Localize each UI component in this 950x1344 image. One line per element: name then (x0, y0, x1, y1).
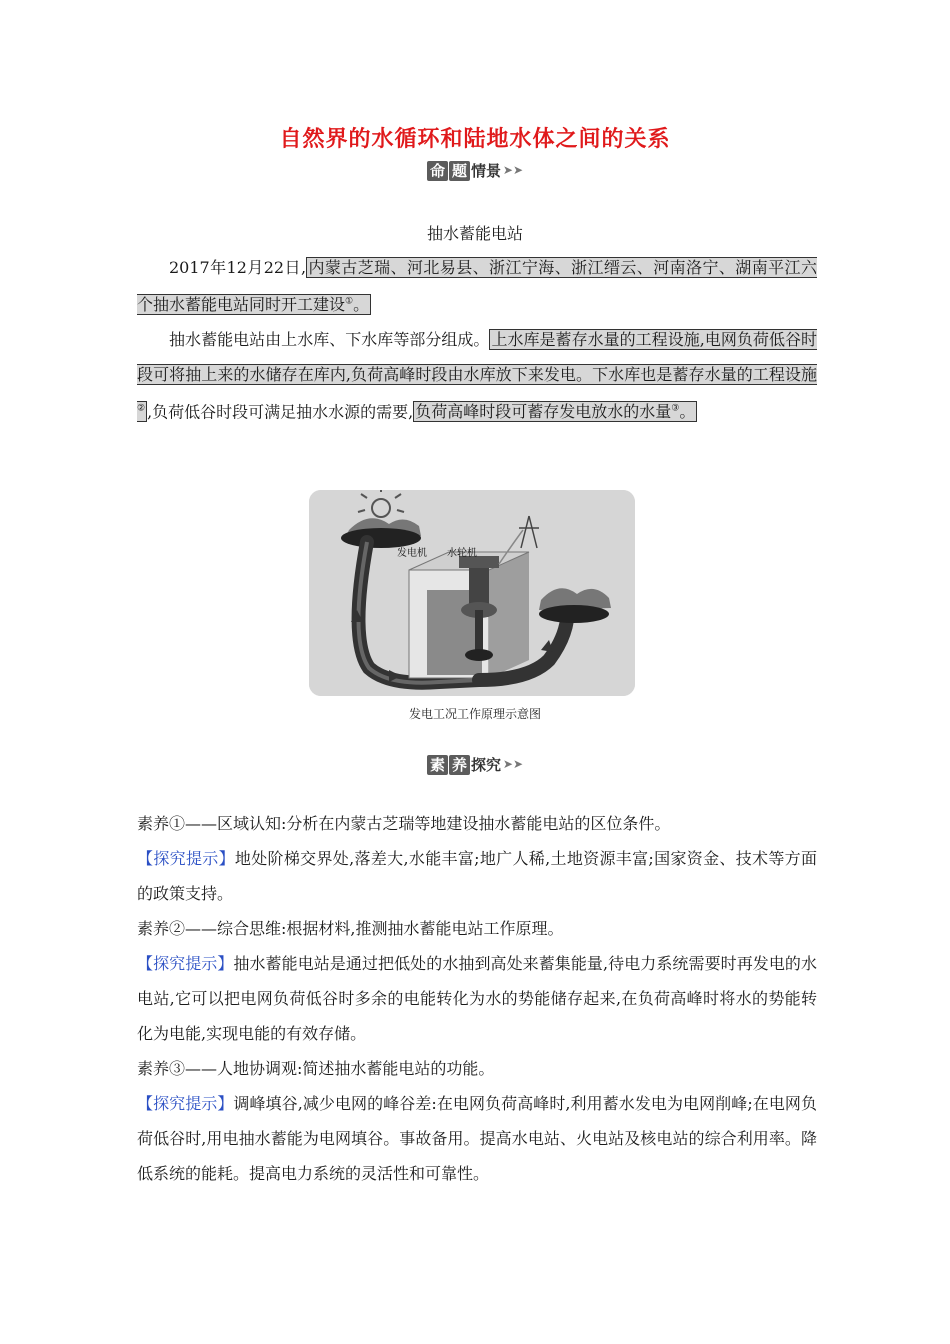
para1-lead: 2017年12月22日, (169, 258, 307, 277)
turbine-label: 水轮机 (447, 548, 477, 559)
powerhouse (409, 552, 529, 678)
lower-reservoir (539, 588, 611, 623)
paragraph-2 (137, 322, 817, 429)
annotation-mark: ② (137, 404, 146, 414)
hint-label: 【探究提示】 (137, 954, 234, 973)
badge-text: 情景 (471, 162, 502, 180)
para2-lead: 抽水蓄能电站由上水库、下水库等部分组成。 (169, 330, 490, 349)
annotation-mark: ① (345, 297, 354, 307)
question-1: 素养①——区域认知:分析在内蒙古芝瑞等地建设抽水蓄能电站的区位条件。 (137, 814, 671, 833)
double-chevron-icon: ➤➤ (502, 163, 524, 177)
badge-char: 素 (427, 755, 448, 775)
badge-char: 养 (449, 755, 470, 775)
para2-highlight-1: 上水库是蓄存水量的工程设施,电网负荷低谷时段可将抽上来的水储存在库内,负荷高峰时段由水库放下来发电。下水库也是蓄存水量的工程设施② (137, 329, 817, 422)
inquiry-badge (0, 754, 950, 775)
annotation-mark: ③ (671, 404, 680, 414)
para2-middle: ,负荷低谷时段可满足抽水水源的需要, (147, 402, 414, 422)
scenario-subtitle: 抽水蓄能电站 (426, 224, 523, 243)
scenario-badge (0, 160, 950, 181)
para1-highlight: 内蒙古芝瑞、河北易县、浙江宁海、浙江缙云、河南洛宁、湖南平江六个抽水蓄能电站同时开工建设①。 (137, 258, 817, 315)
power-station-diagram (309, 490, 635, 696)
question-3: 素养③——人地协调观:简述抽水蓄能电站的功能。 (137, 1059, 495, 1078)
question-2: 素养②——综合思维:根据材料,推测抽水蓄能电站工作原理。 (137, 919, 564, 938)
paragraph-1 (137, 250, 817, 322)
answer-1: 【探究提示】地处阶梯交界处,落差大,水能丰富;地广人稀,土地资源丰富;国家资金、技术等方面的政策支持。 (137, 849, 817, 903)
badge-char: 题 (449, 161, 470, 181)
diagram-illustration (309, 490, 635, 696)
para2-highlight-2: 负荷高峰时段可蓄存发电放水的水量③。 (415, 402, 696, 422)
double-chevron-icon: ➤➤ (502, 757, 524, 771)
hint-label: 【探究提示】 (137, 849, 235, 868)
page-title: 自然界的水循环和陆地水体之间的关系 (279, 127, 671, 152)
hint-label: 【探究提示】 (137, 1094, 234, 1113)
generator-label: 发电机 (397, 548, 427, 559)
answer-3: 【探究提示】调峰填谷,减少电网的峰谷差:在电网负荷高峰时,利用蓄水发电为电网削峰;在电网负荷低谷时,用电抽水蓄能为电网填谷。事故备用。提高水电站、火电站及核电站的综合利用率。降低系统的能耗。提高电力系统的灵活性和可靠性。 (137, 1094, 817, 1183)
figure-caption: 发电工况工作原理示意图 (408, 707, 541, 721)
badge-char: 命 (427, 161, 448, 181)
answer-2: 【探究提示】抽水蓄能电站是通过把低处的水抽到高处来蓄集能量,待电力系统需要时再发电的水电站,它可以把电网负荷低谷时多余的电能转化为水的势能储存起来,在负荷高峰时将水的势能转化为电能,实现电能的有效存储。 (137, 954, 817, 1043)
badge-text: 探究 (471, 756, 502, 774)
